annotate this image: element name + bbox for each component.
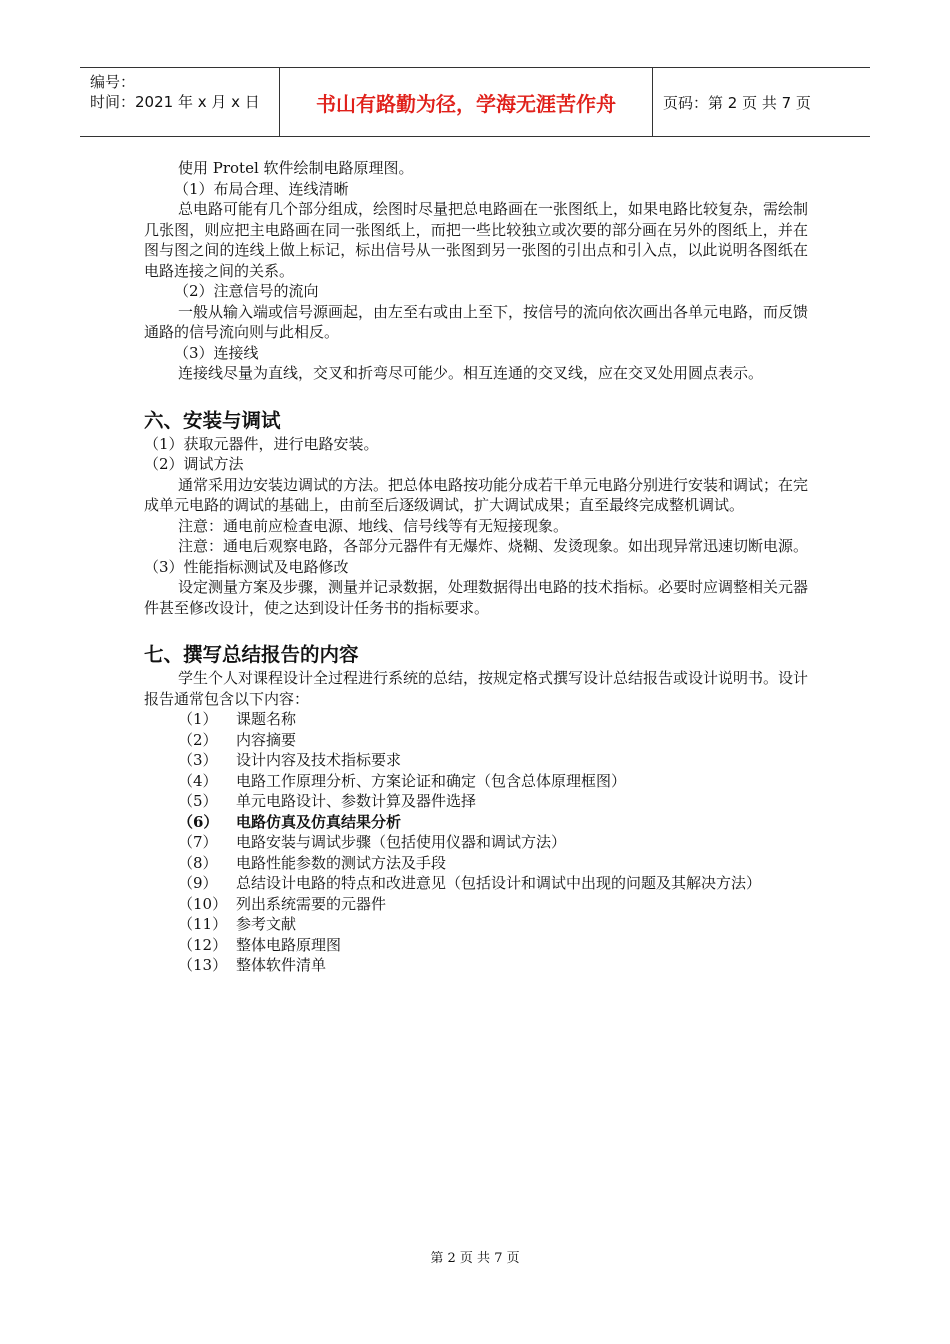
- list-item-text: 电路性能参数的测试方法及手段: [236, 853, 447, 872]
- page-footer: 第 2 页 共 7 页: [430, 1251, 520, 1266]
- list-item-text: 电路仿真及仿真结果分析: [236, 812, 402, 831]
- list-item: [144, 709, 808, 730]
- document-body: [144, 158, 808, 976]
- list-item-text: 列出系统需要的元器件: [236, 894, 387, 913]
- list-item-number: （6）: [178, 812, 219, 831]
- list-item: [144, 894, 808, 915]
- header-meta: [80, 68, 280, 136]
- page-header: [80, 67, 870, 137]
- list-item-number: （1）: [178, 710, 218, 728]
- list-item-text: 总结设计电路的特点和改进意见（包括设计和调试中出现的问题及其解决方法）: [236, 874, 762, 892]
- list-item-number: （13）: [178, 956, 228, 974]
- section6-item1: （1）获取元器件，进行电路安装。: [144, 434, 379, 453]
- list-item-text: 整体电路原理图: [236, 935, 342, 954]
- list-item-text: 整体软件清单: [236, 956, 327, 974]
- list-item: [144, 873, 808, 894]
- intro-s2-body: 一般从输入端或信号源画起，由左至右或由上至下，按信号的流向依次画出各单元电路，而反馈通路的信号流向则与此相反。: [144, 302, 809, 341]
- list-item-text: 内容摘要: [236, 730, 297, 749]
- list-item: [144, 730, 808, 751]
- list-item: [144, 832, 808, 853]
- header-date-label: 时间：2021 年 x 月 x 日: [90, 93, 260, 111]
- intro-s1-body: 总电路可能有几个部分组成，绘图时尽量把总电路画在一张图纸上，如果电路比较复杂，需绘制几张图，则应把主电路画在同一张图纸上，而把一些比较独立或次要的部分画在另外的图纸上，并在图与图之间的连线上做上标记，标出信号从一张图到另一张图的引出点和引入点，以此说明各图纸在电路连接之间的关系。: [144, 200, 809, 280]
- section7-intro: 学生个人对课程设计全过程进行系统的总结，按规定格式撰写设计总结报告或设计说明书。设计报告通常包含以下内容：: [144, 669, 809, 708]
- list-item-text: 设计内容及技术指标要求: [236, 751, 402, 769]
- section6-note1: 注意：通电前应检查电源、地线、信号线等有无短接现象。: [178, 516, 569, 535]
- list-item-number: （12）: [178, 935, 228, 954]
- list-item-number: （2）: [178, 730, 218, 749]
- list-item-text: 电路安装与调试步骤（包括使用仪器和调试方法）: [236, 833, 567, 851]
- header-page-label: 页码：第 2 页 共 7 页: [663, 93, 811, 112]
- section6-item2: （2）调试方法: [144, 455, 244, 473]
- list-item: [144, 771, 808, 792]
- intro-s3-title: （3）连接线: [174, 343, 259, 362]
- intro-s1-title: （1）布局合理、连线清晰: [174, 179, 349, 198]
- header-motto: 书山有路勤为径，学海无涯苦作舟: [280, 68, 653, 136]
- list-item-number: （5）: [178, 792, 218, 810]
- list-item-text: 参考文献: [236, 915, 297, 933]
- list-item-number: （8）: [178, 853, 218, 872]
- list-item-text: 课题名称: [236, 710, 297, 728]
- list-item-number: （9）: [178, 874, 218, 892]
- section6-item3: （3）性能指标测试及电路修改: [144, 557, 349, 576]
- list-item-number: （3）: [178, 751, 218, 769]
- list-item-highlighted: [144, 812, 808, 833]
- header-number-label: 编号：: [90, 73, 136, 91]
- list-item-number: （7）: [178, 833, 218, 851]
- intro-lead: 使用 Protel 软件绘制电路原理图。: [178, 159, 414, 177]
- list-item-number: （10）: [178, 894, 228, 913]
- list-item: [144, 914, 808, 935]
- intro-s3-body: 连接线尽量为直线，交叉和折弯尽可能少。相互连通的交叉线，应在交叉处用圆点表示。: [178, 364, 764, 382]
- list-item-number: （4）: [178, 771, 218, 790]
- section6-p2: 设定测量方案及步骤，测量并记录数据，处理数据得出电路的技术指标。必要时应调整相关元器件甚至修改设计，使之达到设计任务书的指标要求。: [144, 578, 809, 617]
- list-item-text: 单元电路设计、参数计算及器件选择: [236, 792, 477, 810]
- section6-title: 六、安装与调试: [144, 408, 281, 432]
- list-item-number: （11）: [178, 915, 228, 933]
- report-contents-list: [144, 709, 808, 976]
- list-item: [144, 935, 808, 956]
- list-item: [144, 750, 808, 771]
- list-item: [144, 853, 808, 874]
- section7-title: 七、撰写总结报告的内容: [144, 643, 359, 666]
- list-item: [144, 955, 808, 976]
- list-item-text: 电路工作原理分析、方案论证和确定（包含总体原理框图）: [236, 771, 627, 790]
- section6-p1: 通常采用边安装边调试的方法。把总体电路按功能分成若干单元电路分别进行安装和调试；在完成单元电路的调试的基础上，由前至后逐级调试，扩大调试成果；直至最终完成整机调试。: [144, 475, 809, 514]
- section6-note2: 注意：通电后观察电路，各部分元器件有无爆炸、烧糊、发烫现象。如出现异常迅速切断电源。: [178, 537, 809, 555]
- intro-s2-title: （2）注意信号的流向: [174, 282, 319, 300]
- list-item: [144, 791, 808, 812]
